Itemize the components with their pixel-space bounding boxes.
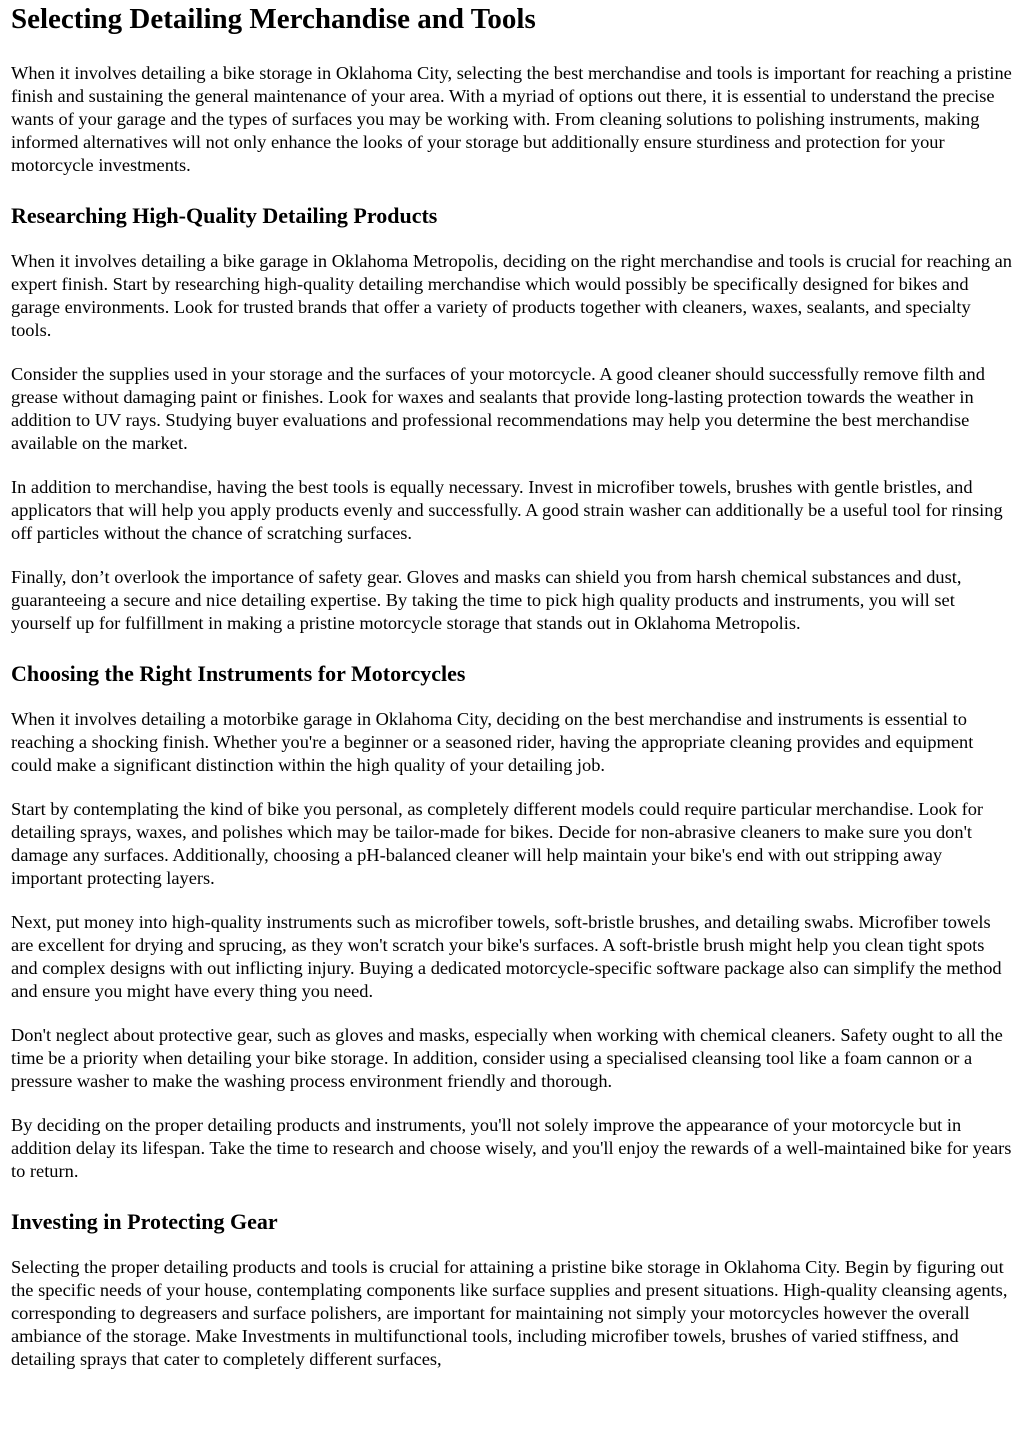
section-2-paragraph-3: Next, put money into high-quality instruments such as microfiber towels, soft-bristle brushes, and detailing swabs. Microfiber towels are excellent for drying and sprucing, as they won't scratch your bike's surfaces. A soft-bristle brush might help you clean tight spots and complex designs with out inflicting injury. Buying a dedicated motorcycle-specific software package also can simplify the method and ensure you might have every thing you need. — [11, 912, 1002, 1001]
section-heading-choosing-instruments: Choosing the Right Instruments for Motorcycles — [11, 661, 466, 686]
section-1-paragraph-1: When it involves detailing a bike garage in Oklahoma Metropolis, deciding on the right merchandise and tools is crucial for reaching an expert finish. Start by researching high-quality detailing merchandise which would possibly be specifically designed for bikes and garage environments. Look for trusted brands that offer a variety of products together with cleaners, waxes, sealants, and specialty tools. — [11, 251, 1012, 340]
section-heading-researching: Researching High-Quality Detailing Products — [11, 203, 438, 228]
section-2-paragraph-4: Don't neglect about protective gear, such as gloves and masks, especially when working with chemical cleaners. Safety ought to all the time be a priority when detailing your bike storage. In addition, consider using a specialised cleansing tool like a foam cannon or a pressure washer to make the washing process environment friendly and thorough. — [11, 1025, 1003, 1091]
section-1-paragraph-4: Finally, don’t overlook the importance of safety gear. Gloves and masks can shield you from harsh chemical substances and dust, guaranteeing a secure and nice detailing expertise. By taking the time to pick high quality products and instruments, you will set yourself up for fulfillment in making a pristine motorcycle storage that stands out in Oklahoma Metropolis. — [11, 567, 962, 633]
section-3-paragraph-1: Selecting the proper detailing products and tools is crucial for attaining a pristine bike storage in Oklahoma City. Begin by figuring out the specific needs of your house, contemplating components like surface supplies and present situations. High-quality cleansing agents, corresponding to degreasers and surface polishers, are important for maintaining not simply your motorcycles however the overall ambiance of the storage. Make Investments in multifunctional tools, including microfiber towels, brushes of varied stiffness, and detailing sprays that cater to completely different surfaces, — [11, 1257, 1008, 1369]
section-1-paragraph-2: Consider the supplies used in your storage and the surfaces of your motorcycle. A good cleaner should successfully remove filth and grease without damaging paint or finishes. Look for waxes and sealants that provide long-lasting protection towards the weather in addition to UV rays. Studying buyer evaluations and professional recommendations may help you determine the best merchandise available on the market. — [11, 364, 985, 453]
section-2-paragraph-5: By deciding on the proper detailing products and instruments, you'll not solely improve the appearance of your motorcycle but in addition delay its lifespan. Take the time to research and choose wisely, and you'll enjoy the rewards of a well-maintained bike for years to return. — [11, 1115, 1012, 1181]
section-1-paragraph-3: In addition to merchandise, having the best tools is equally necessary. Invest in microfiber towels, brushes with gentle bristles, and applicators that will help you apply products evenly and successfully. A good strain washer can additionally be a useful tool for rinsing off particles without the chance of scratching surfaces. — [11, 477, 1003, 543]
section-2-paragraph-1: When it involves detailing a motorbike garage in Oklahoma City, deciding on the best merchandise and instruments is essential to reaching a shocking finish. Whether you're a beginner or a seasoned rider, having the appropriate cleaning provides and equipment could make a significant distinction within the high quality of your detailing job. — [11, 709, 974, 775]
page-title: Selecting Detailing Merchandise and Tools — [11, 3, 536, 35]
section-heading-protecting-gear: Investing in Protecting Gear — [11, 1209, 278, 1234]
intro-paragraph: When it involves detailing a bike storage in Oklahoma City, selecting the best merchandise and tools is important for reaching a pristine finish and sustaining the general maintenance of your area. With a myriad of options out there, it is essential to understand the precise wants of your garage and the types of surfaces you may be working with. From cleaning solutions to polishing instruments, making informed alternatives will not only enhance the looks of your storage but additionally ensure sturdiness and protection for your motorcycle investments. — [11, 63, 1012, 175]
section-2-paragraph-2: Start by contemplating the kind of bike you personal, as completely different models could require particular merchandise. Look for detailing sprays, waxes, and polishes which may be tailor-made for bikes. Decide for non-abrasive cleaners to make sure you don't damage any surfaces. Additionally, choosing a pH-balanced cleaner will help maintain your bike's end with out stripping away important protecting layers. — [11, 799, 984, 888]
